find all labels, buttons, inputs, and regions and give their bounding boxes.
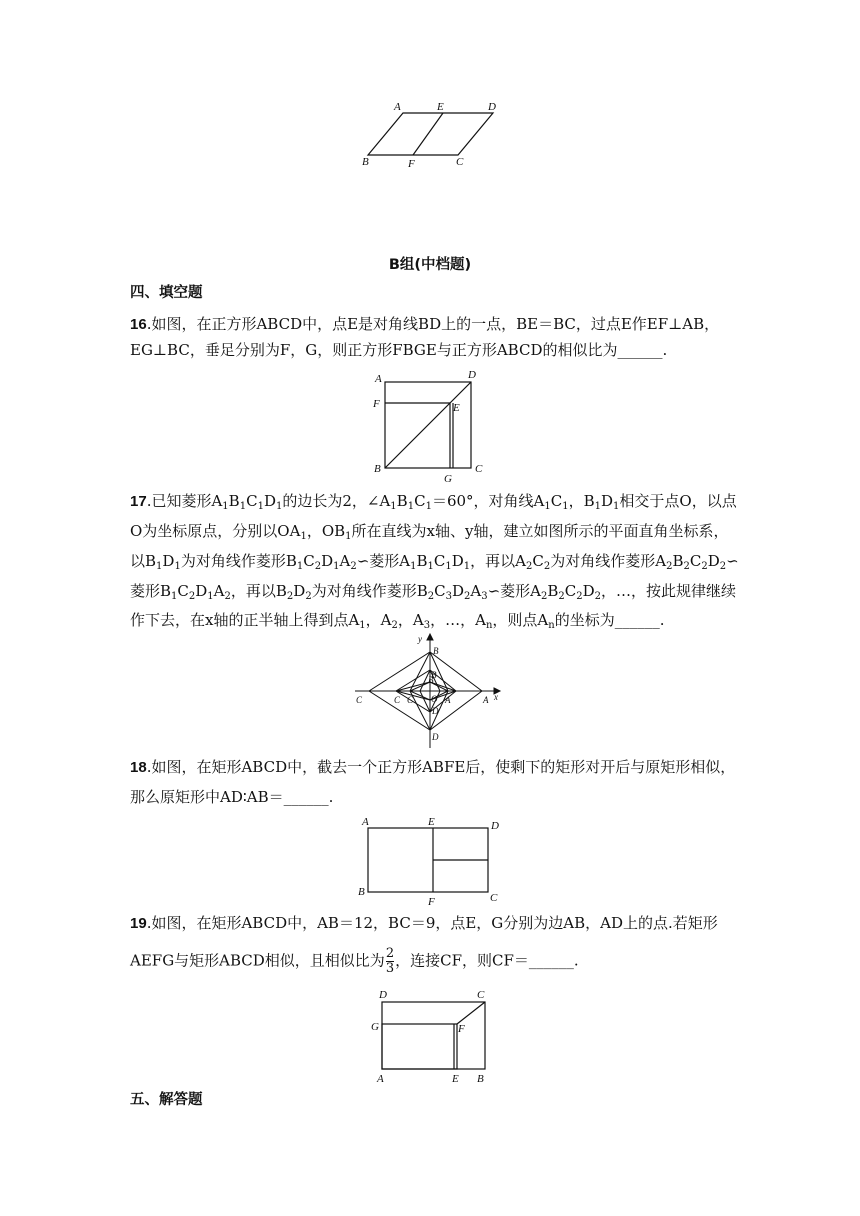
svg-text:F: F <box>458 1023 465 1035</box>
svg-text:D: D <box>379 989 387 1001</box>
svg-text:y: y <box>418 634 422 644</box>
svg-text:D: D <box>491 820 499 832</box>
question-18-line2: 那么原矩形中AD∶AB＝______. <box>130 788 334 806</box>
svg-text:A: A <box>445 695 451 705</box>
svg-text:O: O <box>431 694 438 704</box>
svg-text:A: A <box>377 1073 384 1085</box>
question-19: 19.如图，在矩形ABCD中，AB＝12，BC＝9，点E，G分别为边AB，AD上的点.若矩形 <box>130 914 718 932</box>
svg-text:C: C <box>456 156 464 168</box>
question-16-line2: EG⊥BC，垂足分别为F，G，则正方形FBGE与正方形ABCD的相似比为______. <box>130 341 668 359</box>
svg-text:F: F <box>373 398 380 410</box>
svg-text:B: B <box>431 670 437 680</box>
svg-text:A: A <box>394 101 401 113</box>
svg-text:C: C <box>490 892 498 904</box>
svg-text:E: E <box>452 1073 459 1085</box>
svg-text:C: C <box>475 463 483 475</box>
group-title: B组(中档题) <box>388 257 472 273</box>
svg-text:D: D <box>468 369 476 381</box>
question-18: 18.如图，在矩形ABCD中，截去一个正方形ABFE后，使剩下的矩形对开后与原矩形相似， <box>130 758 736 776</box>
svg-text:G: G <box>444 473 452 485</box>
question-17-line5: 作下去，在x轴的正半轴上得到点$A_1$，$A_2$，$A_3$，…，$A_n$，则点$A_n$的坐标为______. <box>130 611 665 631</box>
figure-squares <box>365 368 495 486</box>
svg-text:C: C <box>394 695 401 705</box>
svg-text:G: G <box>371 1021 379 1033</box>
question-text: .如图，在正方形ABCD中，点E是对角线BD上的一点，BE＝BC，过点E作EF⊥AB， <box>146 315 720 333</box>
svg-text:E: E <box>428 816 435 828</box>
svg-text:A: A <box>375 373 382 385</box>
figure-rhombus-coordinate <box>352 632 512 752</box>
question-17: 17.已知菱形$A_1B_1C_1D_1$的边长为2，$\angle A_1B_1C_1=60^\circ$，对角线$A_1C_1$，$B_1D_1$相交于点O，以点 <box>130 492 737 512</box>
question-number: 16 <box>130 316 147 333</box>
fraction-two-thirds: $\frac{2}{3}$ <box>385 946 395 976</box>
svg-text:C: C <box>407 695 414 705</box>
question-17-line2: O为坐标原点，分别以$OA_1$，$OB_1$所在直线为x轴、y轴，建立如图所示的平面直角坐标系， <box>130 522 729 542</box>
figure-rectangle-square-cut <box>355 813 510 910</box>
svg-text:B: B <box>358 886 365 898</box>
section-heading-solutions: 五、解答题 <box>130 1092 203 1108</box>
figure-similar-rectangles <box>365 985 495 1085</box>
svg-text:B: B <box>477 1073 484 1085</box>
svg-text:E: E <box>453 402 460 414</box>
svg-text:A: A <box>362 816 369 828</box>
svg-text:x: x <box>494 692 498 702</box>
question-17-line4: 菱形$B_1C_2D_1A_2$，再以$B_2D_2$为对角线作菱形$B_2C_3D_2A_3∽$菱形$A_2B_2C_2D_2$，…，按此规律继续 <box>130 582 737 602</box>
svg-text:B: B <box>362 156 369 168</box>
svg-text:B: B <box>428 675 434 685</box>
svg-text:D: D <box>488 101 496 113</box>
svg-text:C: C <box>477 989 485 1001</box>
question-16 <box>130 311 719 338</box>
section-heading-fill-blank: 四、填空题 <box>130 285 203 301</box>
svg-text:F: F <box>428 896 435 908</box>
svg-text:B: B <box>374 463 381 475</box>
svg-text:B: B <box>433 646 439 656</box>
question-19-line2: AEFG与矩形ABCD相似，且相似比为 $\frac{2}{3}$ ，连接CF，则CF＝______. <box>130 946 579 976</box>
svg-text:A: A <box>483 695 489 705</box>
svg-text:F: F <box>408 158 415 170</box>
svg-text:D: D <box>432 706 439 716</box>
figure-parallelogram <box>355 95 515 175</box>
svg-text:D: D <box>432 732 439 742</box>
question-17-line3: 以$B_1D_1$为对角线作菱形$B_1C_2D_1A_2∽$菱形$A_1B_1C_1D_1$，再以$A_2C_2$为对角线作菱形$A_2B_2C_2D_2∽$ <box>130 552 739 572</box>
svg-text:C: C <box>356 695 363 705</box>
svg-text:E: E <box>437 101 444 113</box>
